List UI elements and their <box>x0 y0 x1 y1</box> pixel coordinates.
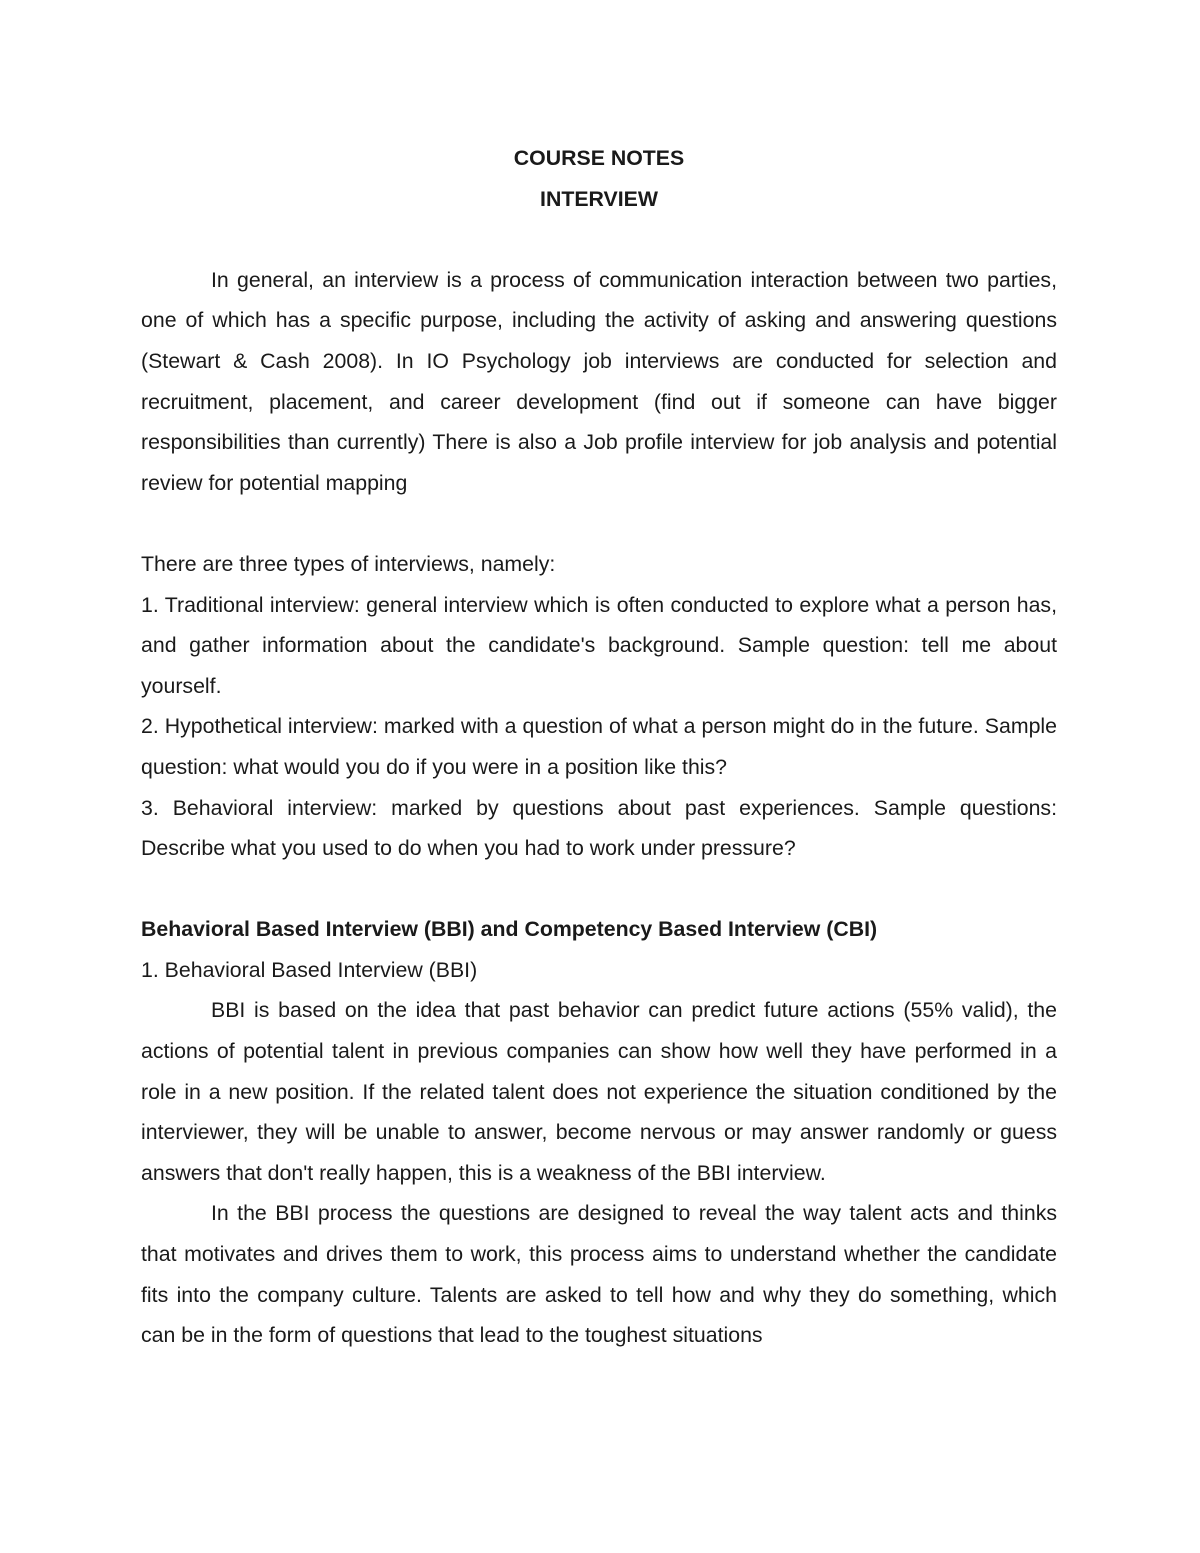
spacer <box>141 869 1057 910</box>
types-intro: There are three types of interviews, namely: <box>141 551 556 576</box>
type-item-hypothetical: 2. Hypothetical interview: marked with a question of what a person might do in the future. Sample question: what would you do if you were in a position like this? <box>141 714 1057 779</box>
subsection-heading: 1. Behavioral Based Interview (BBI) <box>141 957 478 982</box>
document-subtitle: INTERVIEW <box>540 186 658 211</box>
document-title: COURSE NOTES <box>513 146 685 170</box>
intro-paragraph: In general, an interview is a process of communication interaction between two parties, one of which has a specific purpose, including the activity of asking and answering questions (Stewart & Cash 2008). In IO Psychology job interviews are conducted for selection and recruitment, placement, and career development (find out if someone can have bigger responsibilities than currently) There is also a Job profile interview for job analysis and potential review for potential mapping <box>141 267 1057 495</box>
spacer <box>141 219 1057 260</box>
type-item-behavioral: 3. Behavioral interview: marked by questions about past experiences. Sample questions: Describe what you used to do when you had to work under pressure? <box>141 795 1057 861</box>
section-heading: Behavioral Based Interview (BBI) and Competency Based Interview (CBI) <box>141 917 878 942</box>
spacer <box>141 503 1057 544</box>
document-page <box>141 138 1057 1356</box>
bbi-paragraph-2: In the BBI process the questions are designed to reveal the way talent acts and thinks that motivates and drives them to work, this process aims to understand whether the candidate fits into the company culture. Talents are asked to tell how and why they do something, which can be in the form of questions that lead to the toughest situations <box>141 1201 1057 1348</box>
bbi-paragraph-1: BBI is based on the idea that past behavior can predict future actions (55% valid), the actions of potential talent in previous companies can show how well they have performed in a role in a new position. If the related talent does not experience the situation conditioned by the interviewer, they will be unable to answer, become nervous or may answer randomly or guess answers that don't really happen, this is a weakness of the BBI interview. <box>141 998 1057 1185</box>
type-item-traditional: 1. Traditional interview: general interview which is often conducted to explore what a person has, and gather information about the candidate's background. Sample question: tell me about yourself. <box>141 592 1057 698</box>
